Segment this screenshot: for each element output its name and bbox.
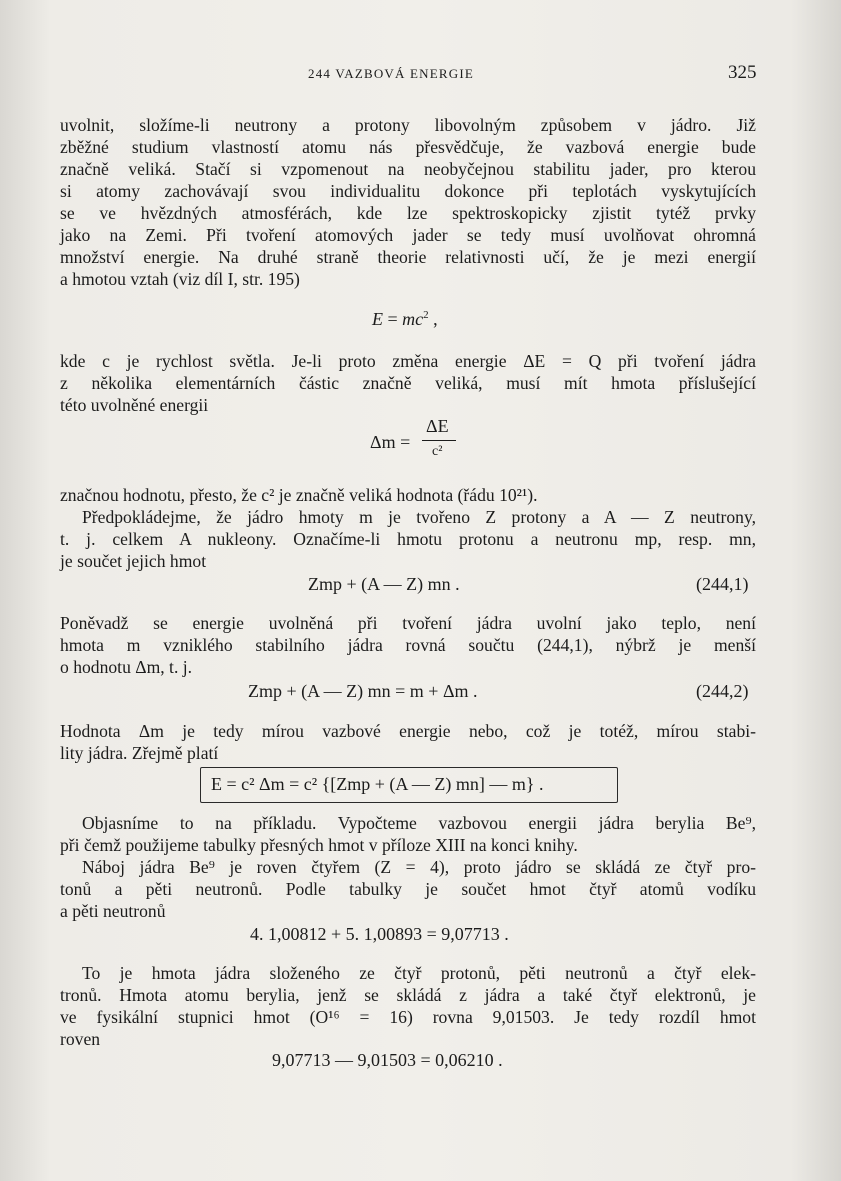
- text-line: tonů a pěti neutronů. Podle tabulky je součet hmot čtyř atomů vodíku: [60, 879, 756, 899]
- text-line: Objasníme to na příkladu. Vypočteme vazbovou energii jádra berylia Be⁹,: [82, 813, 756, 833]
- text-line: Poněvadž se energie uvolněná při tvoření jádra uvolní jako teplo, není: [60, 613, 756, 633]
- text-line: Náboj jádra Be⁹ je roven čtyřem (Z = 4), proto jádro se skládá ze čtyř pro-: [82, 857, 756, 877]
- fraction-denominator: c²: [432, 444, 443, 459]
- boxed-formula: [200, 767, 618, 803]
- text-line: značnou hodnotu, přesto, že c² je značně veliká hodnota (řádu 10²¹).: [60, 485, 538, 505]
- paragraph-9: [60, 962, 756, 1050]
- text-line: To je hmota jádra složeného ze čtyř protonů, pěti neutronů a čtyř elek-: [82, 963, 756, 983]
- text-line: zběžné studium vlastností atomu nás přesvědčuje, že vazbová energie bude: [60, 137, 756, 157]
- text-line: si atomy zachovávají svou individualitu dokonce při teplotách vyskytujících: [60, 181, 756, 201]
- text-line: hmota m vzniklého stabilního jádra rovná součtu (244,1), nýbrž je menší: [60, 635, 756, 655]
- text-line: o hodnotu Δm, t. j.: [60, 657, 193, 677]
- text-line: množství energie. Na druhé straně theorie relativnosti učí, že je mezi energií: [60, 247, 756, 267]
- text-line: a hmotou vztah (viz díl I, str. 195): [60, 269, 300, 289]
- equation-number: (244,1): [696, 574, 749, 594]
- text-line: této uvolněné energii: [60, 395, 209, 415]
- paragraph-3: [60, 484, 756, 506]
- paragraph-2: [60, 350, 756, 416]
- text-line: uvolnit, složíme-li neutrony a protony libovolným způsobem v jádro. Již: [60, 115, 756, 135]
- text-line: Předpokládejme, že jádro hmoty m je tvořeno Z protony a A — Z neutrony,: [82, 507, 756, 527]
- fraction-lhs: Δm =: [370, 432, 411, 452]
- text-line: Hodnota Δm je tedy mírou vazbové energie nebo, což je totéž, mírou stabi-: [60, 721, 756, 741]
- formula-244-1: Zmp + (A — Z) mn .: [308, 574, 460, 594]
- formula-einstein: $E = mc^2$ ,: [372, 309, 438, 329]
- text-line: lity jádra. Zřejmě platí: [60, 743, 219, 763]
- equation-number: (244,2): [696, 681, 749, 701]
- text-line: t. j. celkem A nukleony. Označíme-li hmotu protonu a neutronu mp, resp. mn,: [60, 529, 756, 549]
- paragraph-1: [60, 114, 756, 290]
- text-line: značně veliká. Stačí si vzpomenout na neobyčejnou stabilitu jader, pro kterou: [60, 159, 756, 179]
- paragraph-6: [60, 720, 756, 764]
- text-line: je součet jejich hmot: [60, 551, 207, 571]
- fraction-bar: [422, 440, 456, 441]
- text-line: a pěti neutronů: [60, 901, 166, 921]
- paragraph-4: [60, 506, 756, 572]
- text-line: tronů. Hmota atomu berylia, jenž se skládá z jádra a také čtyř elektronů, je: [60, 985, 756, 1005]
- running-header: [0, 62, 841, 88]
- paragraph-8: [60, 856, 756, 922]
- paragraph-7: [60, 812, 756, 856]
- text-line: jako na Zemi. Při tvoření atomových jader se tedy musí uvolňovat ohromná: [60, 225, 756, 245]
- text-line: se ve hvězdných atmosférách, kde lze spektroskopicky zjistit tytéž prvky: [60, 203, 756, 223]
- page-number: 325: [728, 62, 757, 83]
- text-line: z několika elementárních částic značně veliká, musí mít hmota příslušející: [60, 373, 756, 393]
- text-line: roven: [60, 1029, 101, 1049]
- text-line: ve fysikální stupnici hmot (O¹⁶ = 16) rovna 9,01503. Je tedy rozdíl hmot: [60, 1007, 756, 1027]
- formula-244-2: Zmp + (A — Z) mn = m + Δm .: [248, 681, 478, 701]
- text-line: při čemž použijeme tabulky přesných hmot v příloze XIII na konci knihy.: [60, 835, 578, 855]
- text-line: kde c je rychlost světla. Je-li proto změna energie ΔE = Q při tvoření jádra: [60, 351, 756, 371]
- section-title: 244 VAZBOVÁ ENERGIE: [308, 66, 475, 81]
- boxed-formula-text: E = c² Δm = c² {[Zmp + (A — Z) mn] — m} .: [211, 774, 544, 794]
- formula-difference: 9,07713 — 9,01503 = 0,06210 .: [272, 1050, 503, 1070]
- fraction-numerator: ΔE: [426, 416, 449, 436]
- paragraph-5: [60, 612, 756, 678]
- formula-sum: 4. 1,00812 + 5. 1,00893 = 9,07713 .: [250, 924, 509, 944]
